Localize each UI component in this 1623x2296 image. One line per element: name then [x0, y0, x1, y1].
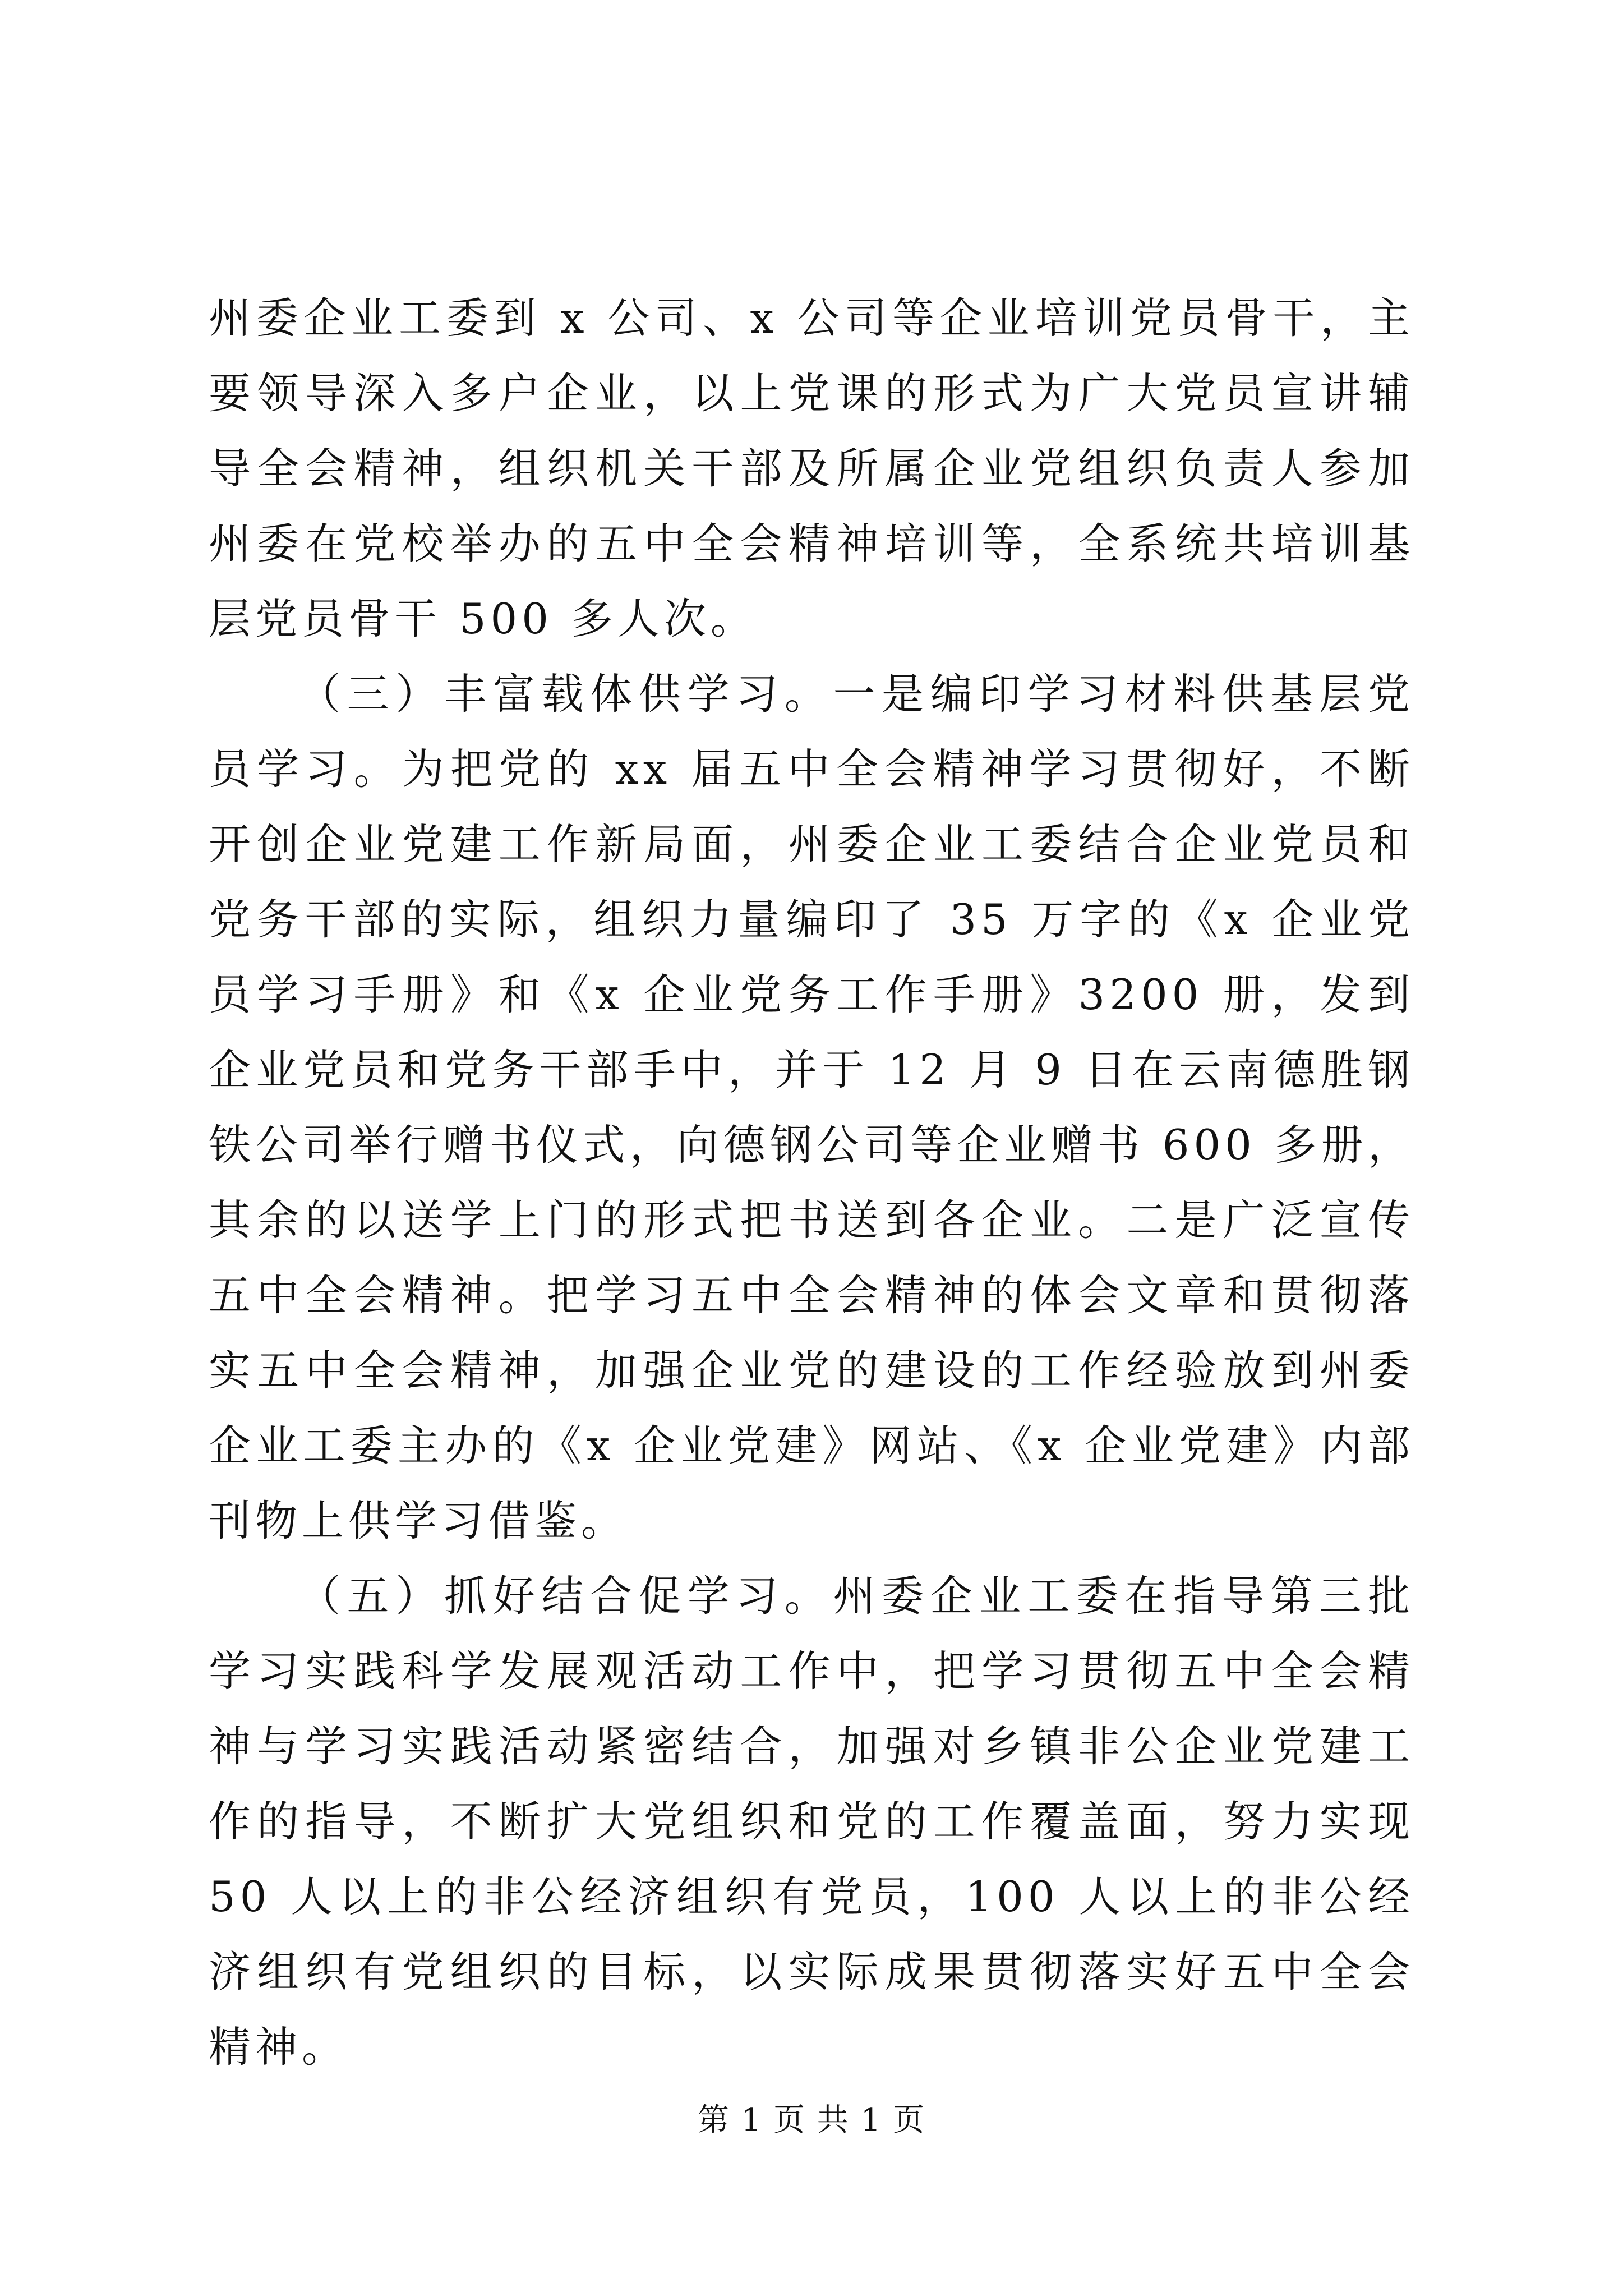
- paragraph-section-five: （五）抓好结合促学习。州委企业工委在指导第三批学习实践科学发展观活动工作中，把学习贯彻五中全会精神与学习实践活动紧密结合，加强对乡镇非公企业党建工作的指导，不断扩大党组织和党的工作覆盖面，努力实现 50 人以上的非公经济组织有党员，100 人以上的非公经济组织有党组织的目标，以实际成果贯彻落实好五中全会精神。: [209, 1571, 1414, 2072]
- paragraph-section-three: （三）丰富载体供学习。一是编印学习材料供基层党员学习。为把党的 xx 届五中全会精神学习贯彻好，不断开创企业党建工作新局面，州委企业工委结合企业党员和党务干部的实际，组织力量编印了 35 万字的《x 企业党员学习手册》和《x 企业党务工作手册》3200 册，发到企业党员和党务干部手中，并于 12 月 9 日在云南德胜钢铁公司举行赠书仪式，向德钢公司等企业赠书 600 多册，其余的以送学上门的形式把书送到各企业。二是广泛宣传五中全会精神。把学习五中全会精神的体会文章和贯彻落实五中全会精神，加强企业党的建设的工作经验放到州委企业工委主办的《x 企业党建》网站、《x 企业党建》内部刊物上供学习借鉴。: [209, 669, 1414, 1545]
- page-number-footer: 第 1 页 共 1 页: [697, 2102, 926, 2138]
- paragraph-training-summary: 州委企业工委到 x 公司、x 公司等企业培训党员骨干，主要领导深入多户企业，以上党课的形式为广大党员宣讲辅导全会精神，组织机关干部及所属企业党组织负责人参加州委在党校举办的五中全会精神培训等，全系统共培训基层党员骨干 500 多人次。: [209, 293, 1414, 643]
- document-body: [209, 280, 1414, 2085]
